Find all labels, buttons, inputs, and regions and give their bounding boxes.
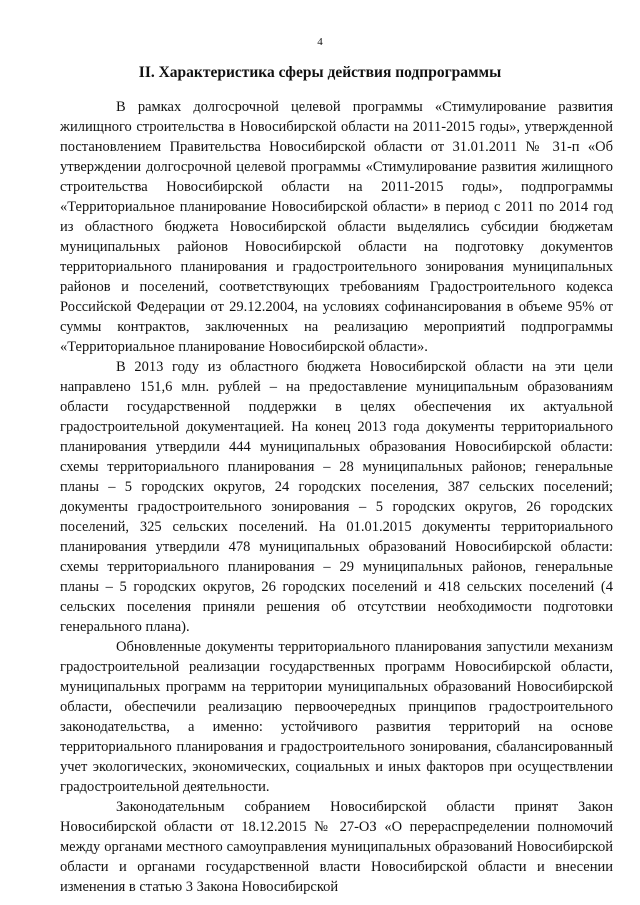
document-body [60,97,613,897]
paragraph-law: Законодательным собранием Новосибирской области принят Закон Новосибирской области от 18.12.2015 № 27-ОЗ «О перераспределении полномочий между органами местного самоуправления муниципальных образований Новосибирской области и органами государственной власти Новосибирской области и внесении изменения в статью 3 Закона Новосибирской [60,799,613,895]
paragraph-2013-funding: В 2013 году из областного бюджета Новосибирской области на эти цели направлено 151,6 млн. рублей – на предоставление муниципальным образованиям области государственной поддержки в целях обеспечения их актуальной градостроительной документацией. На конец 2013 года документы территориального планирования утвердили 444 муниципальных образования Новосибирской области: схемы территориального планирования – 28 муниципальных районов; генеральные планы – 5 городских округов, 24 городских поселения, 387 сельских поселений; документы градостроительного зонирования – 5 городских округов, 26 городских поселений, 325 сельских поселений. На 01.01.2015 документы территориального планирования утвердили 478 муниципальных образований Новосибирской области: схемы территориального планирования – 29 муниципальных районов, генеральные планы – 5 городских округов, 26 городских поселений и 418 сельских поселений (4 сельских поселения приняли решения об отсутствии необходимости подготовки генерального плана). [60,359,613,635]
paragraph-subsidies: В рамках долгосрочной целевой программы «Стимулирование развития жилищного строительства в Новосибирской области на 2011-2015 годы», утвержденной постановлением Правительства Новосибирской области от 31.01.2011 № 31-п «Об утверждении долгосрочной целевой программы «Стимулирование развития жилищного строительства Новосибирской области на 2011-2015 годы», подпрограммы «Территориальное планирование Новосибирской области» в период с 2011 по 2014 год из областного бюджета Новосибирской области выделялись субсидии бюджетам муниципальных районов Новосибирской области на подготовку документов территориального планирования и градостроительного зонирования муниципальных районов и поселений, соответствующих требованиям Градостроительного кодекса Российской Федерации от 29.12.2004, на условиях софинансирования в объеме 95% от суммы контрактов, заключенных на реализацию мероприятий подпрограммы «Территориальное планирование Новосибирской области». [60,99,613,355]
section-heading: II. Характеристика сферы действия подпрограммы [138,64,502,81]
paragraph-updated-documents: Обновленные документы территориального планирования запустили механизм градостроительной реализации государственных программ Новосибирской области, муниципальных программ на территории муниципальных образований Новосибирской области, обеспечили реализацию первоочередных принципов градостроительного законодательства, а именно: устойчивого развития территорий на основе территориального планирования и градостроительного зонирования, сбалансированный учет экологических, экономических, социальных и иных факторов при осуществлении градостроительной деятельности. [60,639,613,795]
page-number: 4 [317,36,323,48]
